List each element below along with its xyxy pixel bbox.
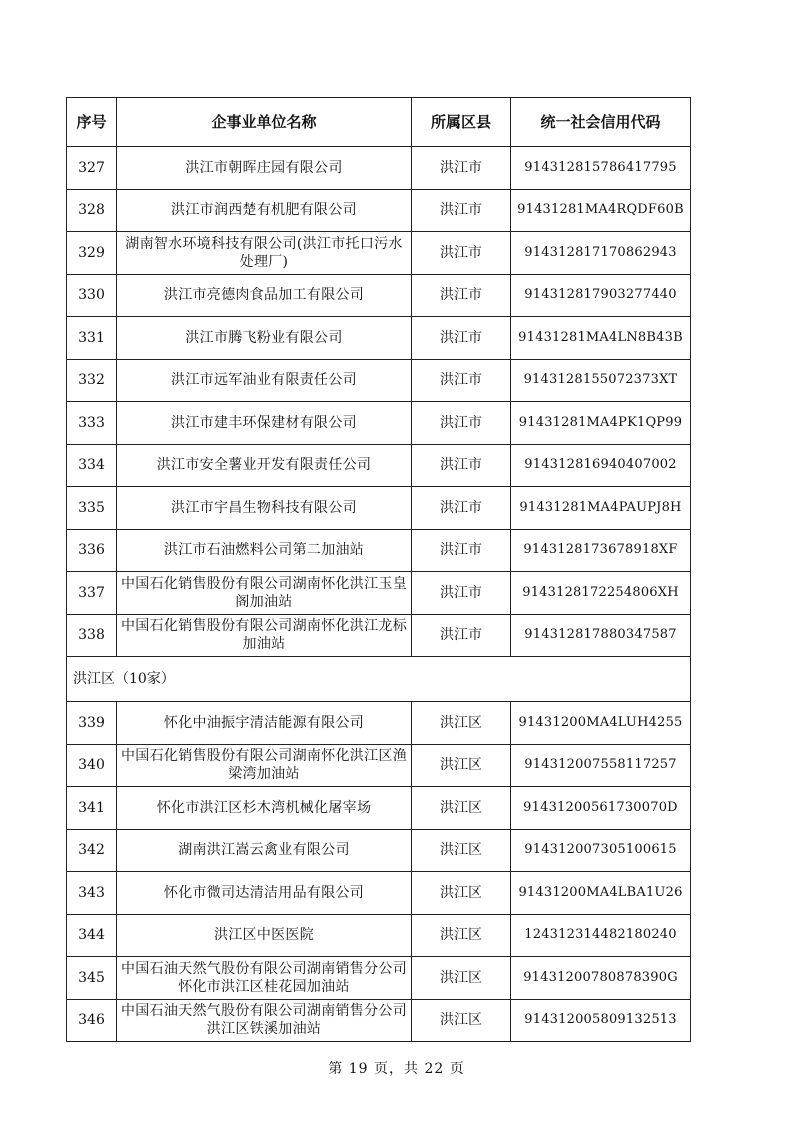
district-name: 洪江区	[412, 744, 511, 787]
row-number: 328	[67, 189, 117, 232]
table-body-hongjiang-city	[67, 147, 691, 657]
enterprise-name: 中国石化销售股份有限公司湖南怀化洪江区渔梁湾加油站	[117, 744, 412, 787]
header-district: 所属区县	[412, 98, 511, 147]
district-name: 洪江区	[412, 872, 511, 915]
credit-code: 914312815786417795	[511, 147, 691, 190]
enterprise-name: 湖南洪江嵩云禽业有限公司	[117, 829, 412, 872]
enterprise-table	[66, 97, 691, 1042]
row-number: 327	[67, 147, 117, 190]
table-row	[67, 402, 691, 445]
row-number: 343	[67, 872, 117, 915]
enterprise-name: 湖南智水环境科技有限公司(洪江市托口污水处理厂)	[117, 232, 412, 275]
table-row	[67, 232, 691, 275]
district-name: 洪江市	[412, 232, 511, 275]
credit-code: 914312817903277440	[511, 274, 691, 317]
table-row	[67, 914, 691, 957]
row-number: 345	[67, 957, 117, 1000]
credit-code: 914312007305100615	[511, 829, 691, 872]
table-row	[67, 189, 691, 232]
row-number: 344	[67, 914, 117, 957]
district-name: 洪江市	[412, 274, 511, 317]
credit-code: 91431200MA4LUH4255	[511, 702, 691, 745]
enterprise-name: 中国石油天然气股份有限公司湖南销售分公司洪江区铁溪加油站	[117, 999, 412, 1042]
credit-code: 914312817170862943	[511, 232, 691, 275]
credit-code: 91431200561730070D	[511, 787, 691, 830]
credit-code: 124312314482180240	[511, 914, 691, 957]
table-header-row	[67, 98, 691, 147]
district-name: 洪江区	[412, 829, 511, 872]
header-name: 企事业单位名称	[117, 98, 412, 147]
enterprise-name: 中国石油天然气股份有限公司湖南销售分公司怀化市洪江区桂花园加油站	[117, 957, 412, 1000]
district-name: 洪江市	[412, 614, 511, 657]
table-row	[67, 487, 691, 530]
district-name: 洪江市	[412, 317, 511, 360]
enterprise-name: 洪江市建丰环保建材有限公司	[117, 402, 412, 445]
table-row	[67, 787, 691, 830]
table-row	[67, 744, 691, 787]
row-number: 335	[67, 487, 117, 530]
enterprise-name: 怀化市洪江区杉木湾机械化屠宰场	[117, 787, 412, 830]
row-number: 338	[67, 614, 117, 657]
row-number: 339	[67, 702, 117, 745]
credit-code: 91431200MA4LBA1U26	[511, 872, 691, 915]
district-name: 洪江区	[412, 914, 511, 957]
table-row	[67, 274, 691, 317]
credit-code: 91431200780878390G	[511, 957, 691, 1000]
enterprise-name: 洪江市远军油业有限责任公司	[117, 359, 412, 402]
header-no: 序号	[67, 98, 117, 147]
row-number: 331	[67, 317, 117, 360]
row-number: 336	[67, 529, 117, 572]
row-number: 329	[67, 232, 117, 275]
credit-code: 91431281MA4RQDF60B	[511, 189, 691, 232]
enterprise-name: 洪江市腾飞粉业有限公司	[117, 317, 412, 360]
enterprise-name: 洪江市安全薯业开发有限责任公司	[117, 444, 412, 487]
section-title: 洪江区（10家）	[67, 657, 691, 702]
row-number: 332	[67, 359, 117, 402]
table-row	[67, 147, 691, 190]
district-name: 洪江市	[412, 189, 511, 232]
enterprise-name: 洪江市亮德肉食品加工有限公司	[117, 274, 412, 317]
row-number: 330	[67, 274, 117, 317]
credit-code: 914312816940407002	[511, 444, 691, 487]
row-number: 346	[67, 999, 117, 1042]
credit-code: 914312817880347587	[511, 614, 691, 657]
enterprise-name: 洪江市润西楚有机肥有限公司	[117, 189, 412, 232]
enterprise-name: 怀化中油振宇清洁能源有限公司	[117, 702, 412, 745]
row-number: 337	[67, 572, 117, 615]
table-row	[67, 702, 691, 745]
enterprise-name: 中国石化销售股份有限公司湖南怀化洪江龙标加油站	[117, 614, 412, 657]
table-row	[67, 999, 691, 1042]
table-row	[67, 614, 691, 657]
row-number: 334	[67, 444, 117, 487]
table-row	[67, 317, 691, 360]
district-name: 洪江市	[412, 487, 511, 530]
district-name: 洪江区	[412, 787, 511, 830]
district-name: 洪江区	[412, 957, 511, 1000]
credit-code: 91431281MA4PAUPJ8H	[511, 487, 691, 530]
district-name: 洪江市	[412, 359, 511, 402]
row-number: 340	[67, 744, 117, 787]
header-code: 统一社会信用代码	[511, 98, 691, 147]
enterprise-name: 洪江市朝晖庄园有限公司	[117, 147, 412, 190]
enterprise-name: 洪江市石油燃料公司第二加油站	[117, 529, 412, 572]
table-row	[67, 957, 691, 1000]
table-row	[67, 829, 691, 872]
table-body-hongjiang-district	[67, 702, 691, 1042]
page-footer: 第 19 页，共 22 页	[328, 1061, 465, 1077]
row-number: 342	[67, 829, 117, 872]
district-name: 洪江市	[412, 529, 511, 572]
section-row	[67, 657, 691, 702]
credit-code: 91431281MA4PK1QP99	[511, 402, 691, 445]
row-number: 341	[67, 787, 117, 830]
credit-code: 9143128172254806XH	[511, 572, 691, 615]
credit-code: 914312005809132513	[511, 999, 691, 1042]
district-name: 洪江区	[412, 702, 511, 745]
table-row	[67, 359, 691, 402]
credit-code: 914312007558117257	[511, 744, 691, 787]
credit-code: 9143128155072373XT	[511, 359, 691, 402]
table-row	[67, 529, 691, 572]
credit-code: 91431281MA4LN8B43B	[511, 317, 691, 360]
enterprise-name: 洪江市宇昌生物科技有限公司	[117, 487, 412, 530]
district-name: 洪江区	[412, 999, 511, 1042]
table-row	[67, 572, 691, 615]
table-row	[67, 872, 691, 915]
enterprise-name: 怀化市微司达清洁用品有限公司	[117, 872, 412, 915]
row-number: 333	[67, 402, 117, 445]
district-name: 洪江市	[412, 444, 511, 487]
enterprise-name: 洪江区中医医院	[117, 914, 412, 957]
credit-code: 9143128173678918XF	[511, 529, 691, 572]
district-name: 洪江市	[412, 572, 511, 615]
district-name: 洪江市	[412, 147, 511, 190]
enterprise-name: 中国石化销售股份有限公司湖南怀化洪江玉皇阁加油站	[117, 572, 412, 615]
table-row	[67, 444, 691, 487]
district-name: 洪江市	[412, 402, 511, 445]
